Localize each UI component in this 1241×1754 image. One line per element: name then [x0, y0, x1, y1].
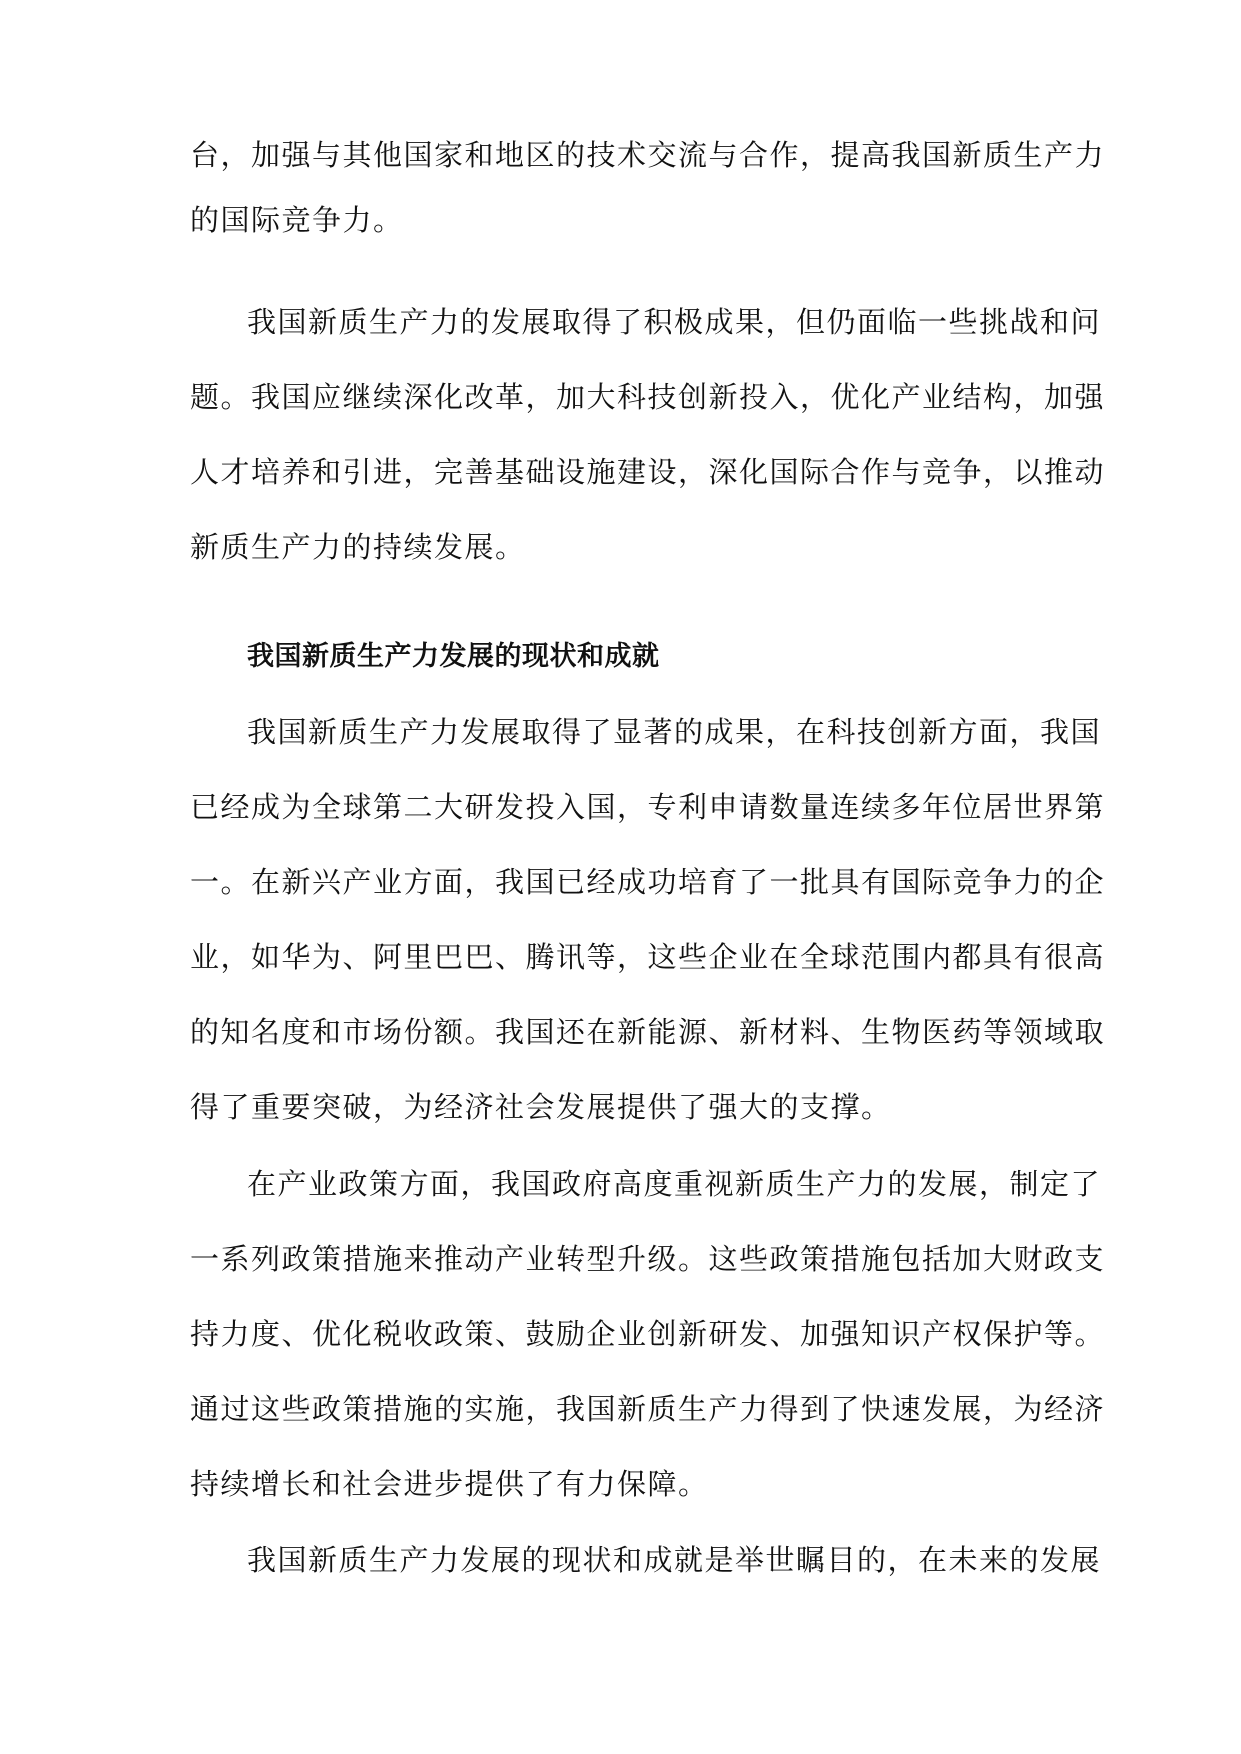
paragraph-line: 人才培养和引进，完善基础设施建设，深化国际合作与竞争，以推动	[190, 455, 1106, 489]
paragraph-line: 持力度、优化税收政策、鼓励企业创新研发、加强知识产权保护等。	[190, 1317, 1106, 1351]
paragraph-line: 通过这些政策措施的实施，我国新质生产力得到了快速发展，为经济	[190, 1392, 1106, 1426]
paragraph-line: 题。我国应继续深化改革，加大科技创新投入，优化产业结构，加强	[190, 380, 1106, 414]
paragraph-line: 持续增长和社会进步提供了有力保障。	[190, 1467, 709, 1501]
paragraph-line: 一系列政策措施来推动产业转型升级。这些政策措施包括加大财政支	[190, 1242, 1106, 1276]
paragraph-line: 我国新质生产力的发展取得了积极成果，但仍面临一些挑战和问	[247, 305, 1102, 339]
paragraph-line: 台，加强与其他国家和地区的技术交流与合作，提高我国新质生产力	[190, 138, 1106, 172]
section-heading: 我国新质生产力发展的现状和成就	[247, 641, 660, 672]
paragraph-line: 的知名度和市场份额。我国还在新能源、新材料、生物医药等领域取	[190, 1015, 1106, 1049]
paragraph-line: 业，如华为、阿里巴巴、腾讯等，这些企业在全球范围内都具有很高	[190, 940, 1106, 974]
paragraph-line: 新质生产力的持续发展。	[190, 530, 526, 564]
paragraph-line: 我国新质生产力发展的现状和成就是举世瞩目的，在未来的发展	[247, 1543, 1102, 1577]
paragraph-line: 得了重要突破，为经济社会发展提供了强大的支撑。	[190, 1090, 892, 1124]
paragraph-line: 已经成为全球第二大研发投入国，专利申请数量连续多年位居世界第	[190, 790, 1106, 824]
paragraph-line: 的国际竞争力。	[190, 203, 404, 237]
paragraph-line: 一。在新兴产业方面，我国已经成功培育了一批具有国际竞争力的企	[190, 865, 1106, 899]
paragraph-line: 在产业政策方面，我国政府高度重视新质生产力的发展，制定了	[247, 1167, 1102, 1201]
paragraph-line: 我国新质生产力发展取得了显著的成果，在科技创新方面，我国	[247, 715, 1102, 749]
